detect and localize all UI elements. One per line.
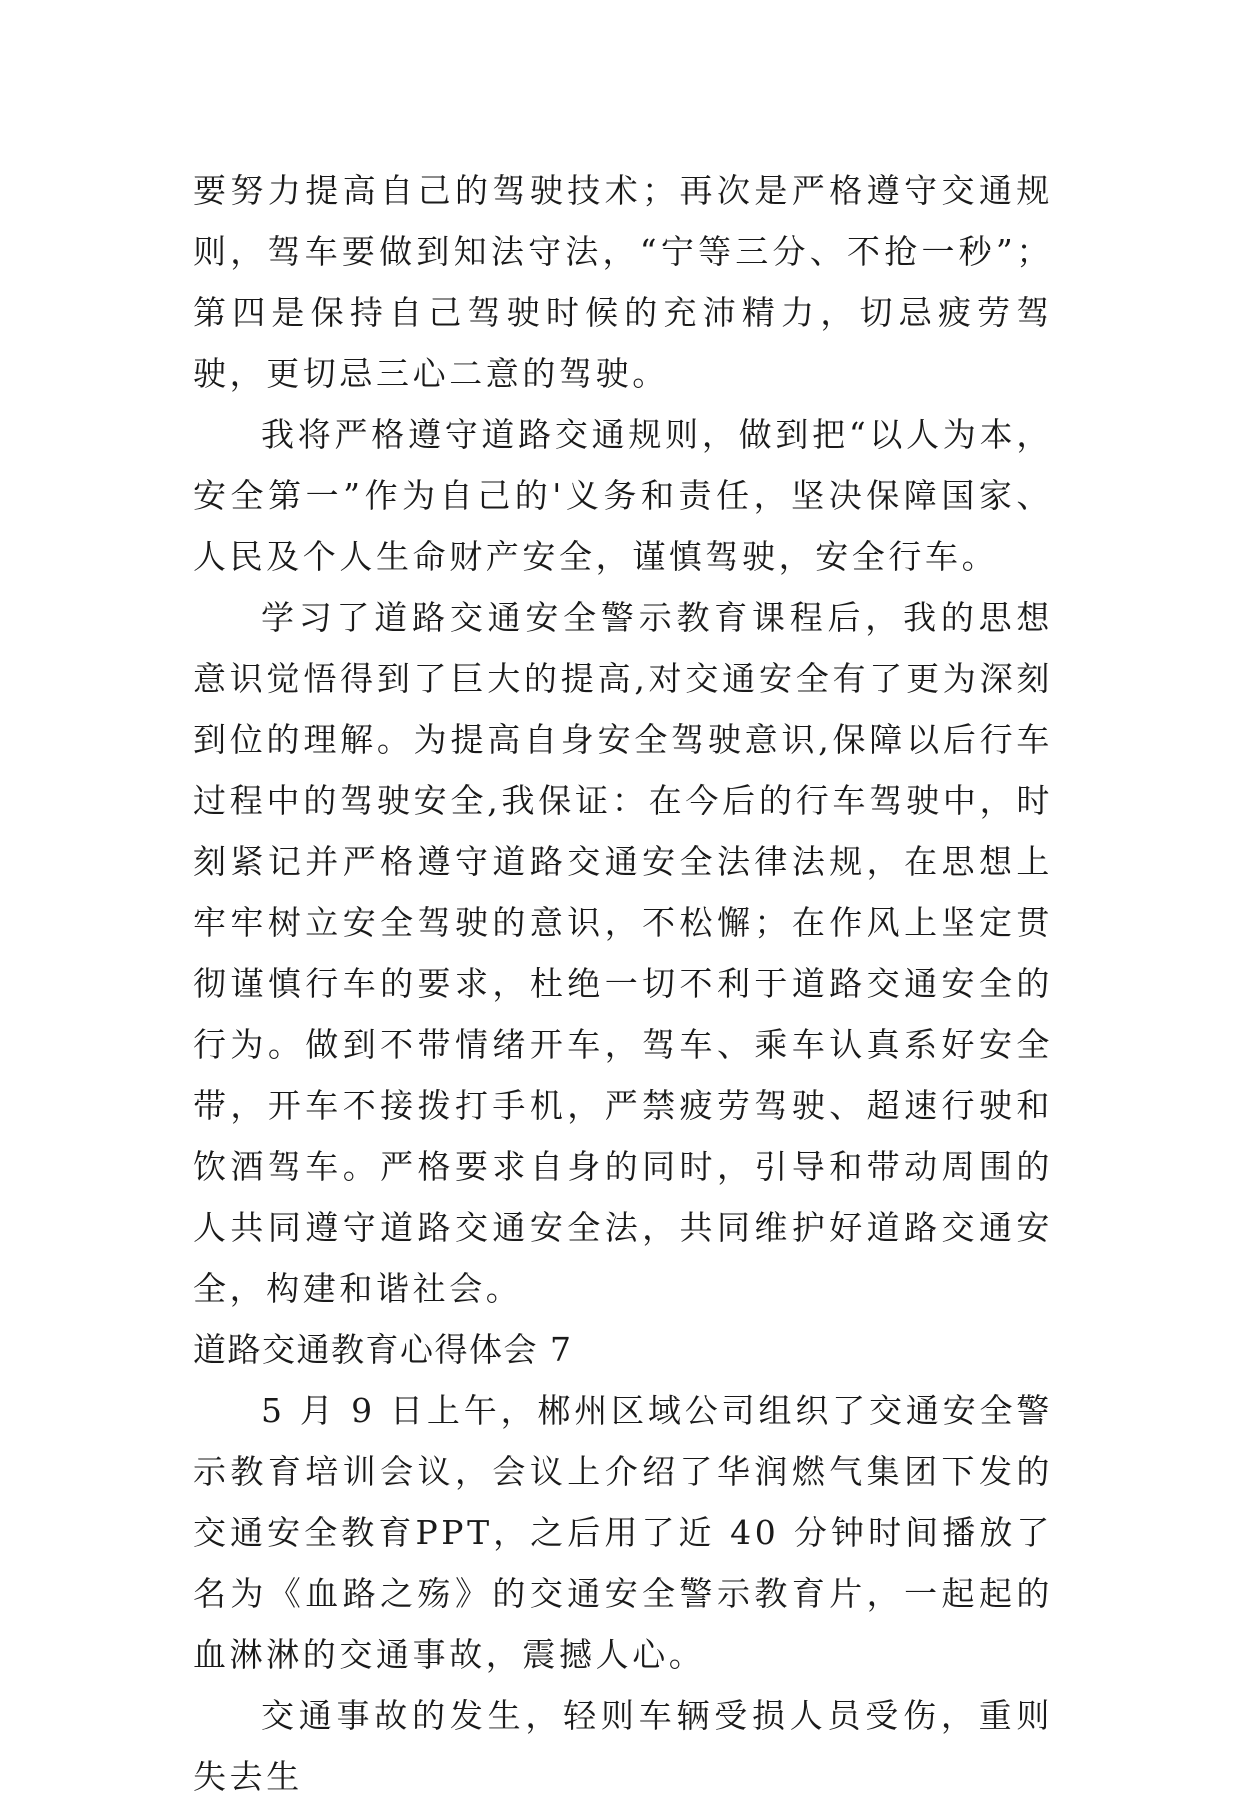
section-heading: 道路交通教育心得体会 7	[193, 1330, 573, 1369]
paragraph-pledge-traffic-rules: 我将严格遵守道路交通规则，做到把“以人为本，安全第一”作为自己的'义务和责任，坚决保障国家、人民及个人生命财产安全，谨慎驾驶，安全行车。	[193, 415, 1053, 576]
paragraph-training-meeting: 5 月 9 日上午，郴州区域公司组织了交通安全警示教育培训会议，会议上介绍了华润燃气集团下发的交通安全教育PPT，之后用了近 40 分钟时间播放了名为《血路之殇》的交通安全警示教育片，一起起的血淋淋的交通事故，震撼人心。	[193, 1391, 1053, 1674]
paragraph-driving-skills: 要努力提高自己的驾驶技术；再次是严格遵守交通规则，驾车要做到知法守法，“宁等三分、不抢一秒”；第四是保持自己驾驶时候的充沛精力，切忌疲劳驾驶，更切忌三心二意的驾驶。	[193, 171, 1053, 393]
paragraph-learning-reflection: 学习了道路交通安全警示教育课程后，我的思想意识觉悟得到了巨大的提高,对交通安全有了更为深刻到位的理解。为提高自身安全驾驶意识,保障以后行车过程中的驾驶安全,我保证：在今后的行车驾驶中，时刻紧记并严格遵守道路交通安全法律法规，在思想上牢牢树立安全驾驶的意识，不松懈；在作风上坚定贯彻谨慎行车的要求，杜绝一切不利于道路交通安全的行为。做到不带情绪开车，驾车、乘车认真系好安全带，开车不接拨打手机，严禁疲劳驾驶、超速行驶和饮酒驾车。严格要求自身的同时，引导和带动周围的人共同遵守道路交通安全法，共同维护好道路交通安全，构建和谐社会。	[193, 598, 1053, 1308]
document-body	[193, 160, 1053, 1807]
paragraph-accident-consequences: 交通事故的发生，轻则车辆受损人员受伤，重则失去生	[193, 1696, 1053, 1796]
